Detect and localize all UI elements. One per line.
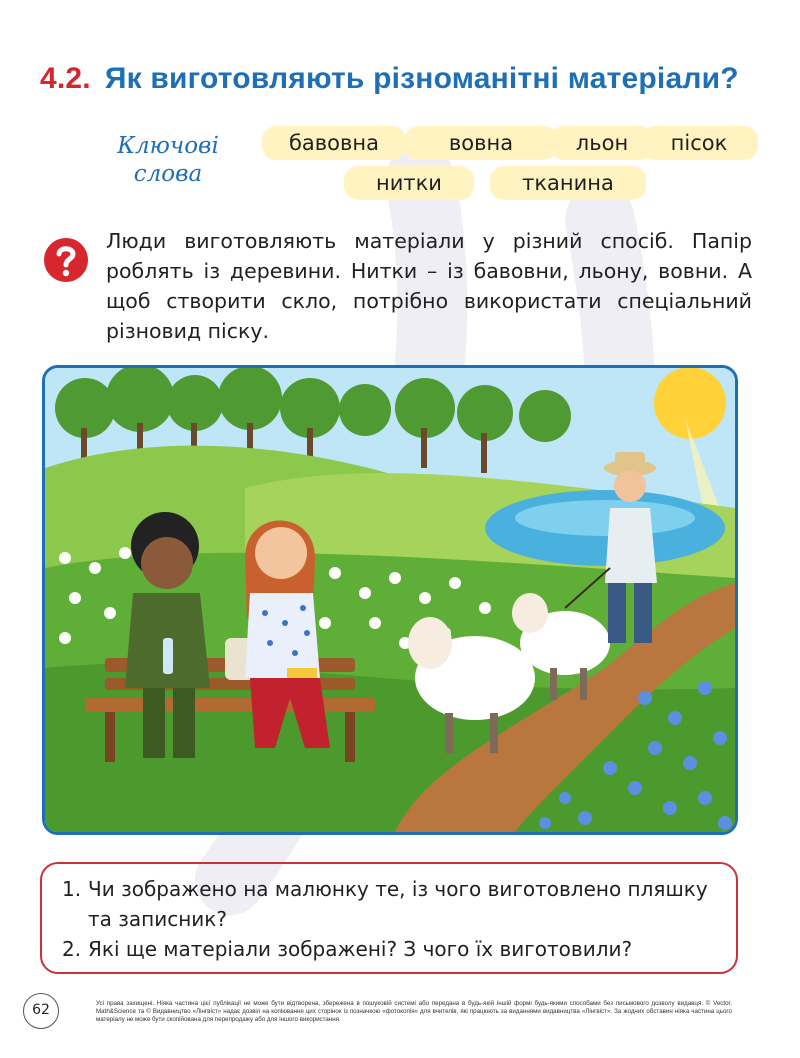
keywords-label-line1: Ключові <box>117 133 219 159</box>
section-title: Як виготовляють різноманітні матеріали? <box>104 62 739 95</box>
page-number: 62 <box>23 993 59 1029</box>
keyword-chip: льон <box>550 126 654 160</box>
copyright-notice: Усі права захищені. Ніяка частина цієї публікації не може бути відтворена, збережена в пошуковій системі або передана в будь-якій іншій формі будь-якими способами без письмового дозволу видавця. © Vector. Math&Science та © Видавництво «Лінгвіст» надає дозвіл на копіювання цих сторінок із позначкою «фотокопія» для вчителів, які працюють за виданнями видавництва «Лінгвіст». За жодних обставин ніяка частина цього матеріалу не може бути скопійована для перепродажу або для іншого використання. <box>96 1000 732 1023</box>
illustration-picnic-sheep-cotton-field <box>42 365 738 835</box>
section-number: 4.2. <box>40 62 91 95</box>
keywords-label-line2: слова <box>133 161 203 187</box>
keyword-chip: тканина <box>490 166 646 200</box>
question-item <box>62 874 722 934</box>
questions-box <box>40 862 738 974</box>
keyword-chip: пісок <box>640 126 758 160</box>
question-text: Які ще матеріали зображені? З чого їх виготовили? <box>88 937 633 961</box>
keyword-chip: бавовна <box>262 126 406 160</box>
intro-text: Люди виготовляють матеріали у різний спосіб. Папір роблять із деревини. Нитки – із бавовни, льону, вовни. А щоб створити скло, потрібно використати спеціальний різновид піску. <box>106 229 752 343</box>
question-item <box>62 934 722 964</box>
question-text: Чи зображено на малюнку те, із чого виготовлено пляшку та записник? <box>88 877 708 931</box>
section-heading <box>40 62 739 96</box>
question-mark-icon <box>42 236 90 284</box>
keyword-chip: вовна <box>404 126 558 160</box>
question-number: 2. <box>62 937 82 961</box>
question-number: 1. <box>62 877 82 901</box>
keyword-chip: нитки <box>344 166 474 200</box>
keywords-label <box>108 132 228 188</box>
